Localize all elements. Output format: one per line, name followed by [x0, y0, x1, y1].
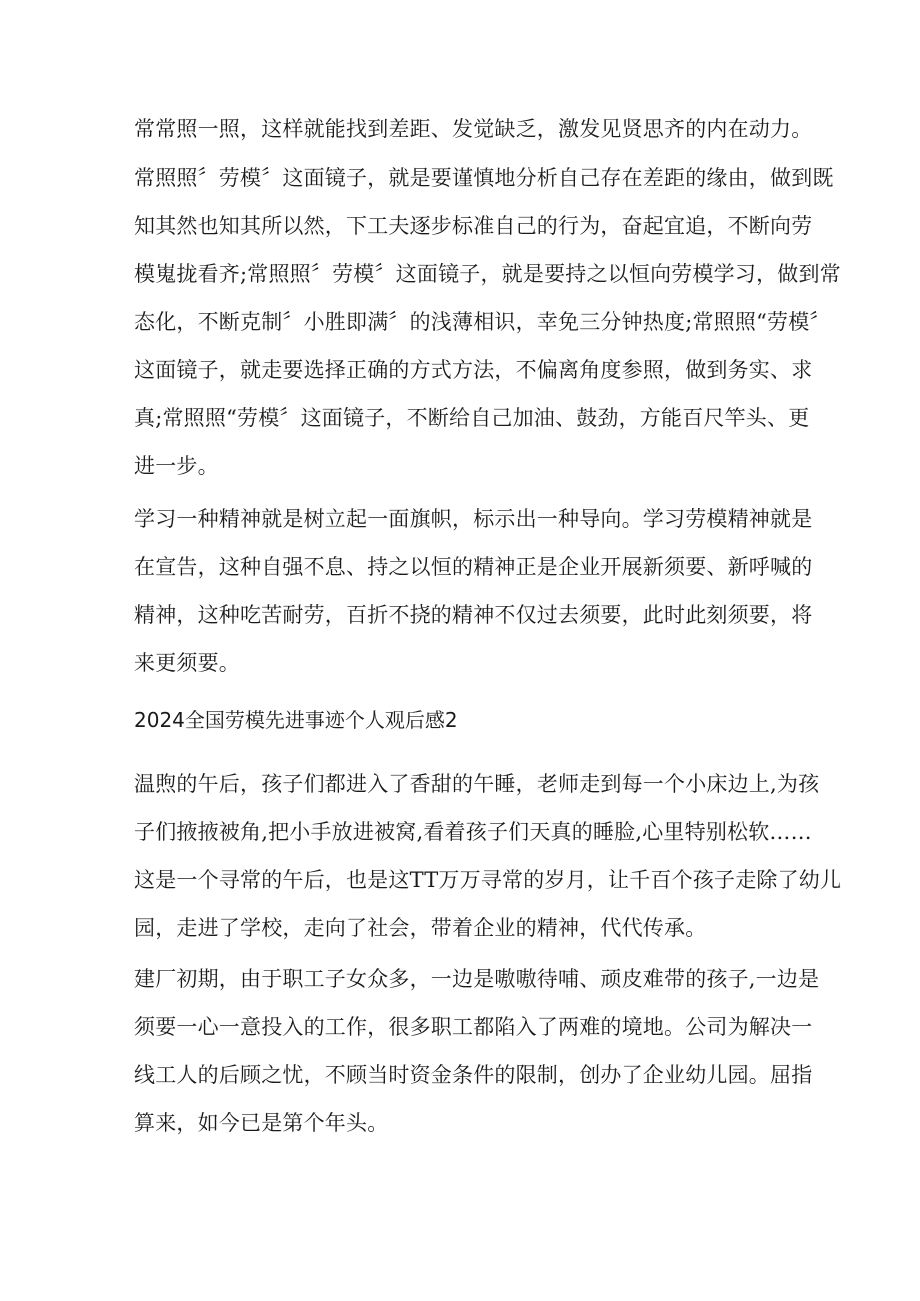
- text-line: 真;常照照“劳模〞这面镜子，不断给自己加油、鼓劲，方能百尺竿头、更: [134, 406, 810, 430]
- paragraph-4: [134, 760, 842, 952]
- text-line: 在宣告，这种自强不息、持之以恒的精神正是企业开展新须要、新呼喊的: [134, 555, 813, 579]
- text-line: 这面镜子，就走要选择正确的方式方法，不偏离角度参照，做到务实、求: [134, 358, 813, 382]
- paragraph-1: [134, 105, 813, 153]
- text-line: 模嵬拢看齐;常照照〞劳模〞这面镜子，就是要持之以恒向劳模学习，做到常: [134, 262, 841, 286]
- text-line: 线工人的后顾之忧，不顾当时资金条件的限制，创办了企业幼儿园。屈指: [134, 1063, 813, 1087]
- text-line: 态化，不断克制〞小胜即满〞的浅薄相识，幸免三分钟热度;常照照“劳模〞: [134, 310, 831, 334]
- text-line: 常照照〞劳模〞这面镜子，就是要谨慎地分析自己存在差距的缘由，做到既: [134, 166, 834, 190]
- text-line: 须要一心一意投入的工作，很多职工都陷入了两难的境地。公司为解决一: [134, 1015, 813, 1039]
- text-line: 精神，这种吃苦耐劳，百折不挠的精神不仅过去须要，此时此刻须要，将: [134, 603, 813, 627]
- section-heading: 2024全国劳模先进事迹个人观后感2: [134, 708, 458, 732]
- text-line: 知其然也知其所以然，下工夫逐步标准自己的行为，奋起宜追，不断向劳: [134, 214, 813, 238]
- paragraph-3: [134, 495, 813, 687]
- text-line: 来更须要。: [134, 651, 240, 675]
- text-line: 子们掖掖被角,把小手放进被窝,看着孩子们天真的睡脸,心里特别松软……: [134, 820, 812, 844]
- text-line: 进一步。: [134, 454, 219, 478]
- text-line: 建厂初期，由于职工子女众多，一边是嗷嗷待哺、顽皮难带的孩子,一边是: [134, 967, 820, 991]
- text-line: 常常照一照，这样就能找到差距、发觉缺乏，激发见贤思齐的内在动力。: [134, 117, 813, 141]
- text-line: 园，走进了学校，走向了社会，带着企业的精神，代代传承。: [134, 916, 707, 940]
- paragraph-5: [134, 955, 820, 1147]
- text-line: 学习一种精神就是树立起一面旗帜，标示出一种导向。学习劳模精神就是: [134, 507, 813, 531]
- text-line: 算来，如今已是第个年头。: [134, 1111, 389, 1135]
- text-line: 温煦的午后，孩子们都进入了香甜的午睡，老师走到每一个小床边上,为孩: [134, 772, 820, 796]
- text-line: 这是一个寻常的午后，也是这TT万万寻常的岁月，让千百个孩子走除了幼儿: [134, 868, 842, 892]
- paragraph-2: [134, 154, 841, 490]
